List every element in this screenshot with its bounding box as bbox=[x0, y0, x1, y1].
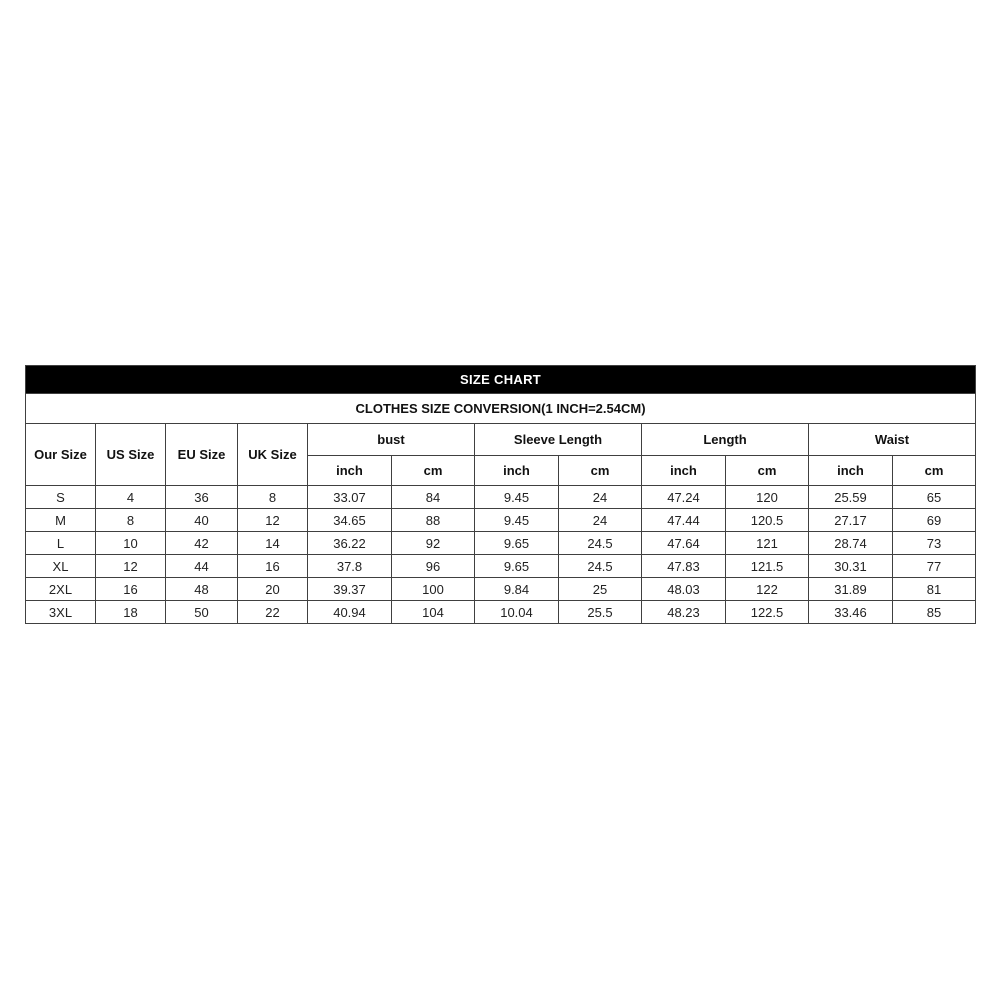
table-cell: 16 bbox=[238, 555, 308, 578]
table-row bbox=[26, 601, 976, 624]
size-chart-panel bbox=[25, 365, 975, 624]
table-cell: 47.44 bbox=[642, 509, 726, 532]
table-cell: 9.65 bbox=[475, 532, 559, 555]
table-cell: 8 bbox=[96, 509, 166, 532]
table-cell: 104 bbox=[392, 601, 475, 624]
table-cell: 47.24 bbox=[642, 486, 726, 509]
table-cell: 24 bbox=[559, 486, 642, 509]
table-cell: 73 bbox=[893, 532, 976, 555]
table-cell: 10.04 bbox=[475, 601, 559, 624]
table-row bbox=[26, 555, 976, 578]
table-cell: 48.03 bbox=[642, 578, 726, 601]
table-cell: 40.94 bbox=[308, 601, 392, 624]
subheader-length-inch: inch bbox=[642, 456, 726, 486]
column-header-eu-size: EU Size bbox=[166, 424, 238, 486]
table-row bbox=[26, 532, 976, 555]
subtitle-row bbox=[26, 394, 976, 424]
table-cell: 37.8 bbox=[308, 555, 392, 578]
table-cell: 77 bbox=[893, 555, 976, 578]
column-header-uk-size: UK Size bbox=[238, 424, 308, 486]
table-cell: 28.74 bbox=[809, 532, 893, 555]
table-cell: 25.59 bbox=[809, 486, 893, 509]
table-cell: 9.84 bbox=[475, 578, 559, 601]
title-bar bbox=[26, 366, 976, 394]
table-cell: 20 bbox=[238, 578, 308, 601]
table-cell: L bbox=[26, 532, 96, 555]
table-cell: 24.5 bbox=[559, 532, 642, 555]
table-cell: 121.5 bbox=[726, 555, 809, 578]
table-cell: 40 bbox=[166, 509, 238, 532]
table-cell: 8 bbox=[238, 486, 308, 509]
table-cell: 24 bbox=[559, 509, 642, 532]
table-row bbox=[26, 509, 976, 532]
table-cell: 96 bbox=[392, 555, 475, 578]
subheader-bust-inch: inch bbox=[308, 456, 392, 486]
table-cell: 9.65 bbox=[475, 555, 559, 578]
table-cell: 92 bbox=[392, 532, 475, 555]
table-cell: 121 bbox=[726, 532, 809, 555]
table-cell: 36.22 bbox=[308, 532, 392, 555]
table-cell: 2XL bbox=[26, 578, 96, 601]
subheader-length-cm: cm bbox=[726, 456, 809, 486]
table-cell: 14 bbox=[238, 532, 308, 555]
table-cell: 34.65 bbox=[308, 509, 392, 532]
table-cell: 31.89 bbox=[809, 578, 893, 601]
subtitle-text: CLOTHES SIZE CONVERSION(1 INCH=2.54CM) bbox=[26, 394, 976, 424]
table-cell: 69 bbox=[893, 509, 976, 532]
table-cell: 50 bbox=[166, 601, 238, 624]
table-cell: M bbox=[26, 509, 96, 532]
table-cell: 47.83 bbox=[642, 555, 726, 578]
table-cell: 25.5 bbox=[559, 601, 642, 624]
table-cell: 10 bbox=[96, 532, 166, 555]
subheader-sleeve-inch: inch bbox=[475, 456, 559, 486]
page-title: SIZE CHART bbox=[26, 366, 976, 394]
column-group-bust: bust bbox=[308, 424, 475, 456]
table-cell: 48.23 bbox=[642, 601, 726, 624]
table-cell: 120.5 bbox=[726, 509, 809, 532]
table-cell: 100 bbox=[392, 578, 475, 601]
table-cell: 81 bbox=[893, 578, 976, 601]
table-cell: 18 bbox=[96, 601, 166, 624]
table-row bbox=[26, 578, 976, 601]
table-cell: 85 bbox=[893, 601, 976, 624]
table-cell: 39.37 bbox=[308, 578, 392, 601]
table-cell: 88 bbox=[392, 509, 475, 532]
table-cell: 4 bbox=[96, 486, 166, 509]
table-cell: 9.45 bbox=[475, 486, 559, 509]
table-cell: 120 bbox=[726, 486, 809, 509]
table-cell: S bbox=[26, 486, 96, 509]
table-cell: 12 bbox=[96, 555, 166, 578]
group-header-row bbox=[26, 424, 976, 456]
table-cell: 24.5 bbox=[559, 555, 642, 578]
table-row bbox=[26, 486, 976, 509]
subheader-waist-inch: inch bbox=[809, 456, 893, 486]
column-group-waist: Waist bbox=[809, 424, 976, 456]
table-cell: 33.07 bbox=[308, 486, 392, 509]
table-cell: 9.45 bbox=[475, 509, 559, 532]
subheader-waist-cm: cm bbox=[893, 456, 976, 486]
table-cell: 42 bbox=[166, 532, 238, 555]
size-table-body bbox=[26, 486, 976, 624]
table-cell: 84 bbox=[392, 486, 475, 509]
table-cell: 3XL bbox=[26, 601, 96, 624]
column-group-sleeve-length: Sleeve Length bbox=[475, 424, 642, 456]
size-chart-table bbox=[25, 365, 976, 624]
table-cell: XL bbox=[26, 555, 96, 578]
table-cell: 27.17 bbox=[809, 509, 893, 532]
table-cell: 30.31 bbox=[809, 555, 893, 578]
table-cell: 122 bbox=[726, 578, 809, 601]
column-header-our-size: Our Size bbox=[26, 424, 96, 486]
table-cell: 65 bbox=[893, 486, 976, 509]
table-cell: 12 bbox=[238, 509, 308, 532]
table-cell: 47.64 bbox=[642, 532, 726, 555]
table-cell: 16 bbox=[96, 578, 166, 601]
table-cell: 44 bbox=[166, 555, 238, 578]
table-cell: 36 bbox=[166, 486, 238, 509]
column-group-length: Length bbox=[642, 424, 809, 456]
table-cell: 25 bbox=[559, 578, 642, 601]
table-cell: 22 bbox=[238, 601, 308, 624]
table-cell: 122.5 bbox=[726, 601, 809, 624]
subheader-bust-cm: cm bbox=[392, 456, 475, 486]
table-cell: 33.46 bbox=[809, 601, 893, 624]
table-cell: 48 bbox=[166, 578, 238, 601]
column-header-us-size: US Size bbox=[96, 424, 166, 486]
subheader-sleeve-cm: cm bbox=[559, 456, 642, 486]
